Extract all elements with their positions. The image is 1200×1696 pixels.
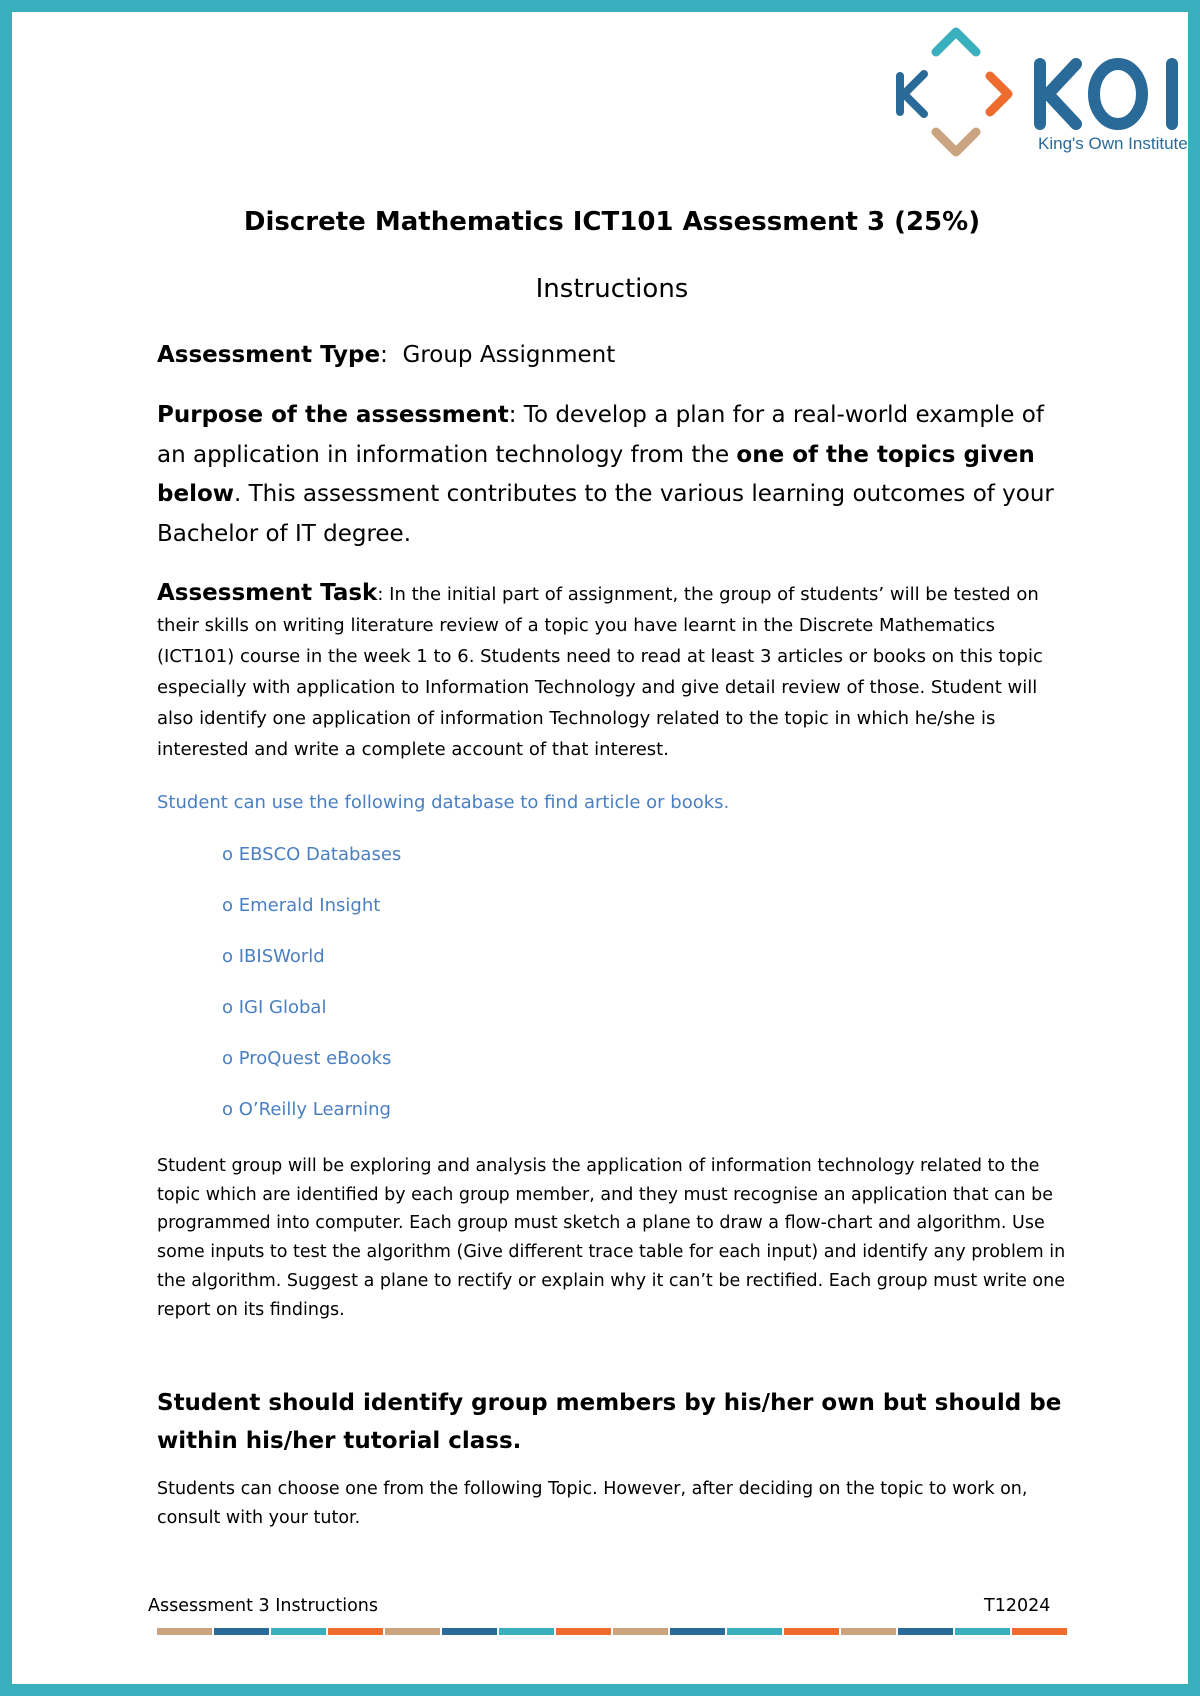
group-text: Student group will be exploring and analysis the application of information technology related to the topic which are identified by each group member, and they must recognise an application that can be programmed into computer. Each group must sketch a plane to draw a flow-chart and algorithm. Use some inputs to test the algorithm (Give different trace table for each input) and identify any problem in the algorithm. Suggest a plane to rectify or explain why it can’t be rectified. Each group must write one report on its findings. xyxy=(157,1156,1066,1320)
task-text: : In the initial part of assignment, the group of students’ will be tested on their skills on writing literature review of a topic you have learnt in the Discrete Mathematics (ICT101) course in the week 1 to 6. Students need to read at least 3 articles or books on this topic especially with application to Information Technology and give detail review of those. Student will also identify one application of information Technology related to the topic in which he/she is interested and write a complete account of that interest. xyxy=(157,584,1043,760)
purpose-paragraph xyxy=(157,396,1067,554)
database-item-igi: o IGI Global xyxy=(222,997,327,1018)
stripe-segment xyxy=(328,1628,383,1635)
purpose-text-1: : To develop a plan for a real-world example of an application in information technology from the xyxy=(157,402,1044,468)
choose-text: Students can choose one from the following Topic. However, after deciding on the topic to work on, consult with your tutor. xyxy=(157,1479,1028,1528)
stripe-segment xyxy=(442,1628,497,1635)
identify-text: Student should identify group members by his/her own but should be within his/her tutorial class. xyxy=(157,1390,1062,1454)
stripe-segment xyxy=(841,1628,896,1635)
group-paragraph xyxy=(157,1152,1067,1324)
stripe-segment xyxy=(214,1628,269,1635)
database-intro xyxy=(157,792,1067,813)
assessment-type-label: Assessment Type xyxy=(157,342,381,368)
koi-logo xyxy=(890,20,1200,160)
footer-stripe xyxy=(157,1628,1067,1635)
stripe-segment xyxy=(157,1628,212,1635)
database-item-emerald: o Emerald Insight xyxy=(222,895,381,916)
stripe-segment xyxy=(1012,1628,1067,1635)
footer-left: Assessment 3 Instructions xyxy=(148,1596,379,1616)
database-intro-text: Student can use the following database to find article or books. xyxy=(157,792,730,813)
logo-tagline: King's Own Institute xyxy=(1038,134,1188,153)
stripe-segment xyxy=(385,1628,440,1635)
assessment-type: Assessment Type: Group Assignment xyxy=(157,342,616,368)
stripe-segment xyxy=(955,1628,1010,1635)
database-item-proquest: o ProQuest eBooks xyxy=(222,1048,392,1069)
purpose-bold: one of the topics given below xyxy=(157,441,1035,507)
document-subtitle: Instructions xyxy=(535,274,689,304)
stripe-segment xyxy=(670,1628,725,1635)
stripe-segment xyxy=(898,1628,953,1635)
stripe-segment xyxy=(613,1628,668,1635)
stripe-segment xyxy=(727,1628,782,1635)
choose-paragraph xyxy=(157,1475,1067,1533)
task-paragraph xyxy=(157,578,1067,765)
database-list xyxy=(222,844,401,1150)
stripe-segment xyxy=(556,1628,611,1635)
database-item-ibisworld: o IBISWorld xyxy=(222,946,325,967)
stripe-segment xyxy=(784,1628,839,1635)
stripe-segment xyxy=(271,1628,326,1635)
database-item-ebsco: o EBSCO Databases xyxy=(222,844,402,865)
assessment-type-value: Group Assignment xyxy=(402,342,616,368)
document-title: Discrete Mathematics ICT101 Assessment 3 (25%) xyxy=(243,207,981,237)
database-item-oreilly: o O’Reilly Learning xyxy=(222,1099,391,1120)
purpose-text-2: . This assessment contributes to the various learning outcomes of your Bachelor of IT degree. xyxy=(157,481,1054,547)
identify-heading xyxy=(157,1384,1067,1460)
footer-right: T12024 xyxy=(984,1596,1051,1616)
task-label: Assessment Task xyxy=(157,580,378,606)
stripe-segment xyxy=(499,1628,554,1635)
purpose-label: Purpose of the assessment xyxy=(157,402,509,428)
